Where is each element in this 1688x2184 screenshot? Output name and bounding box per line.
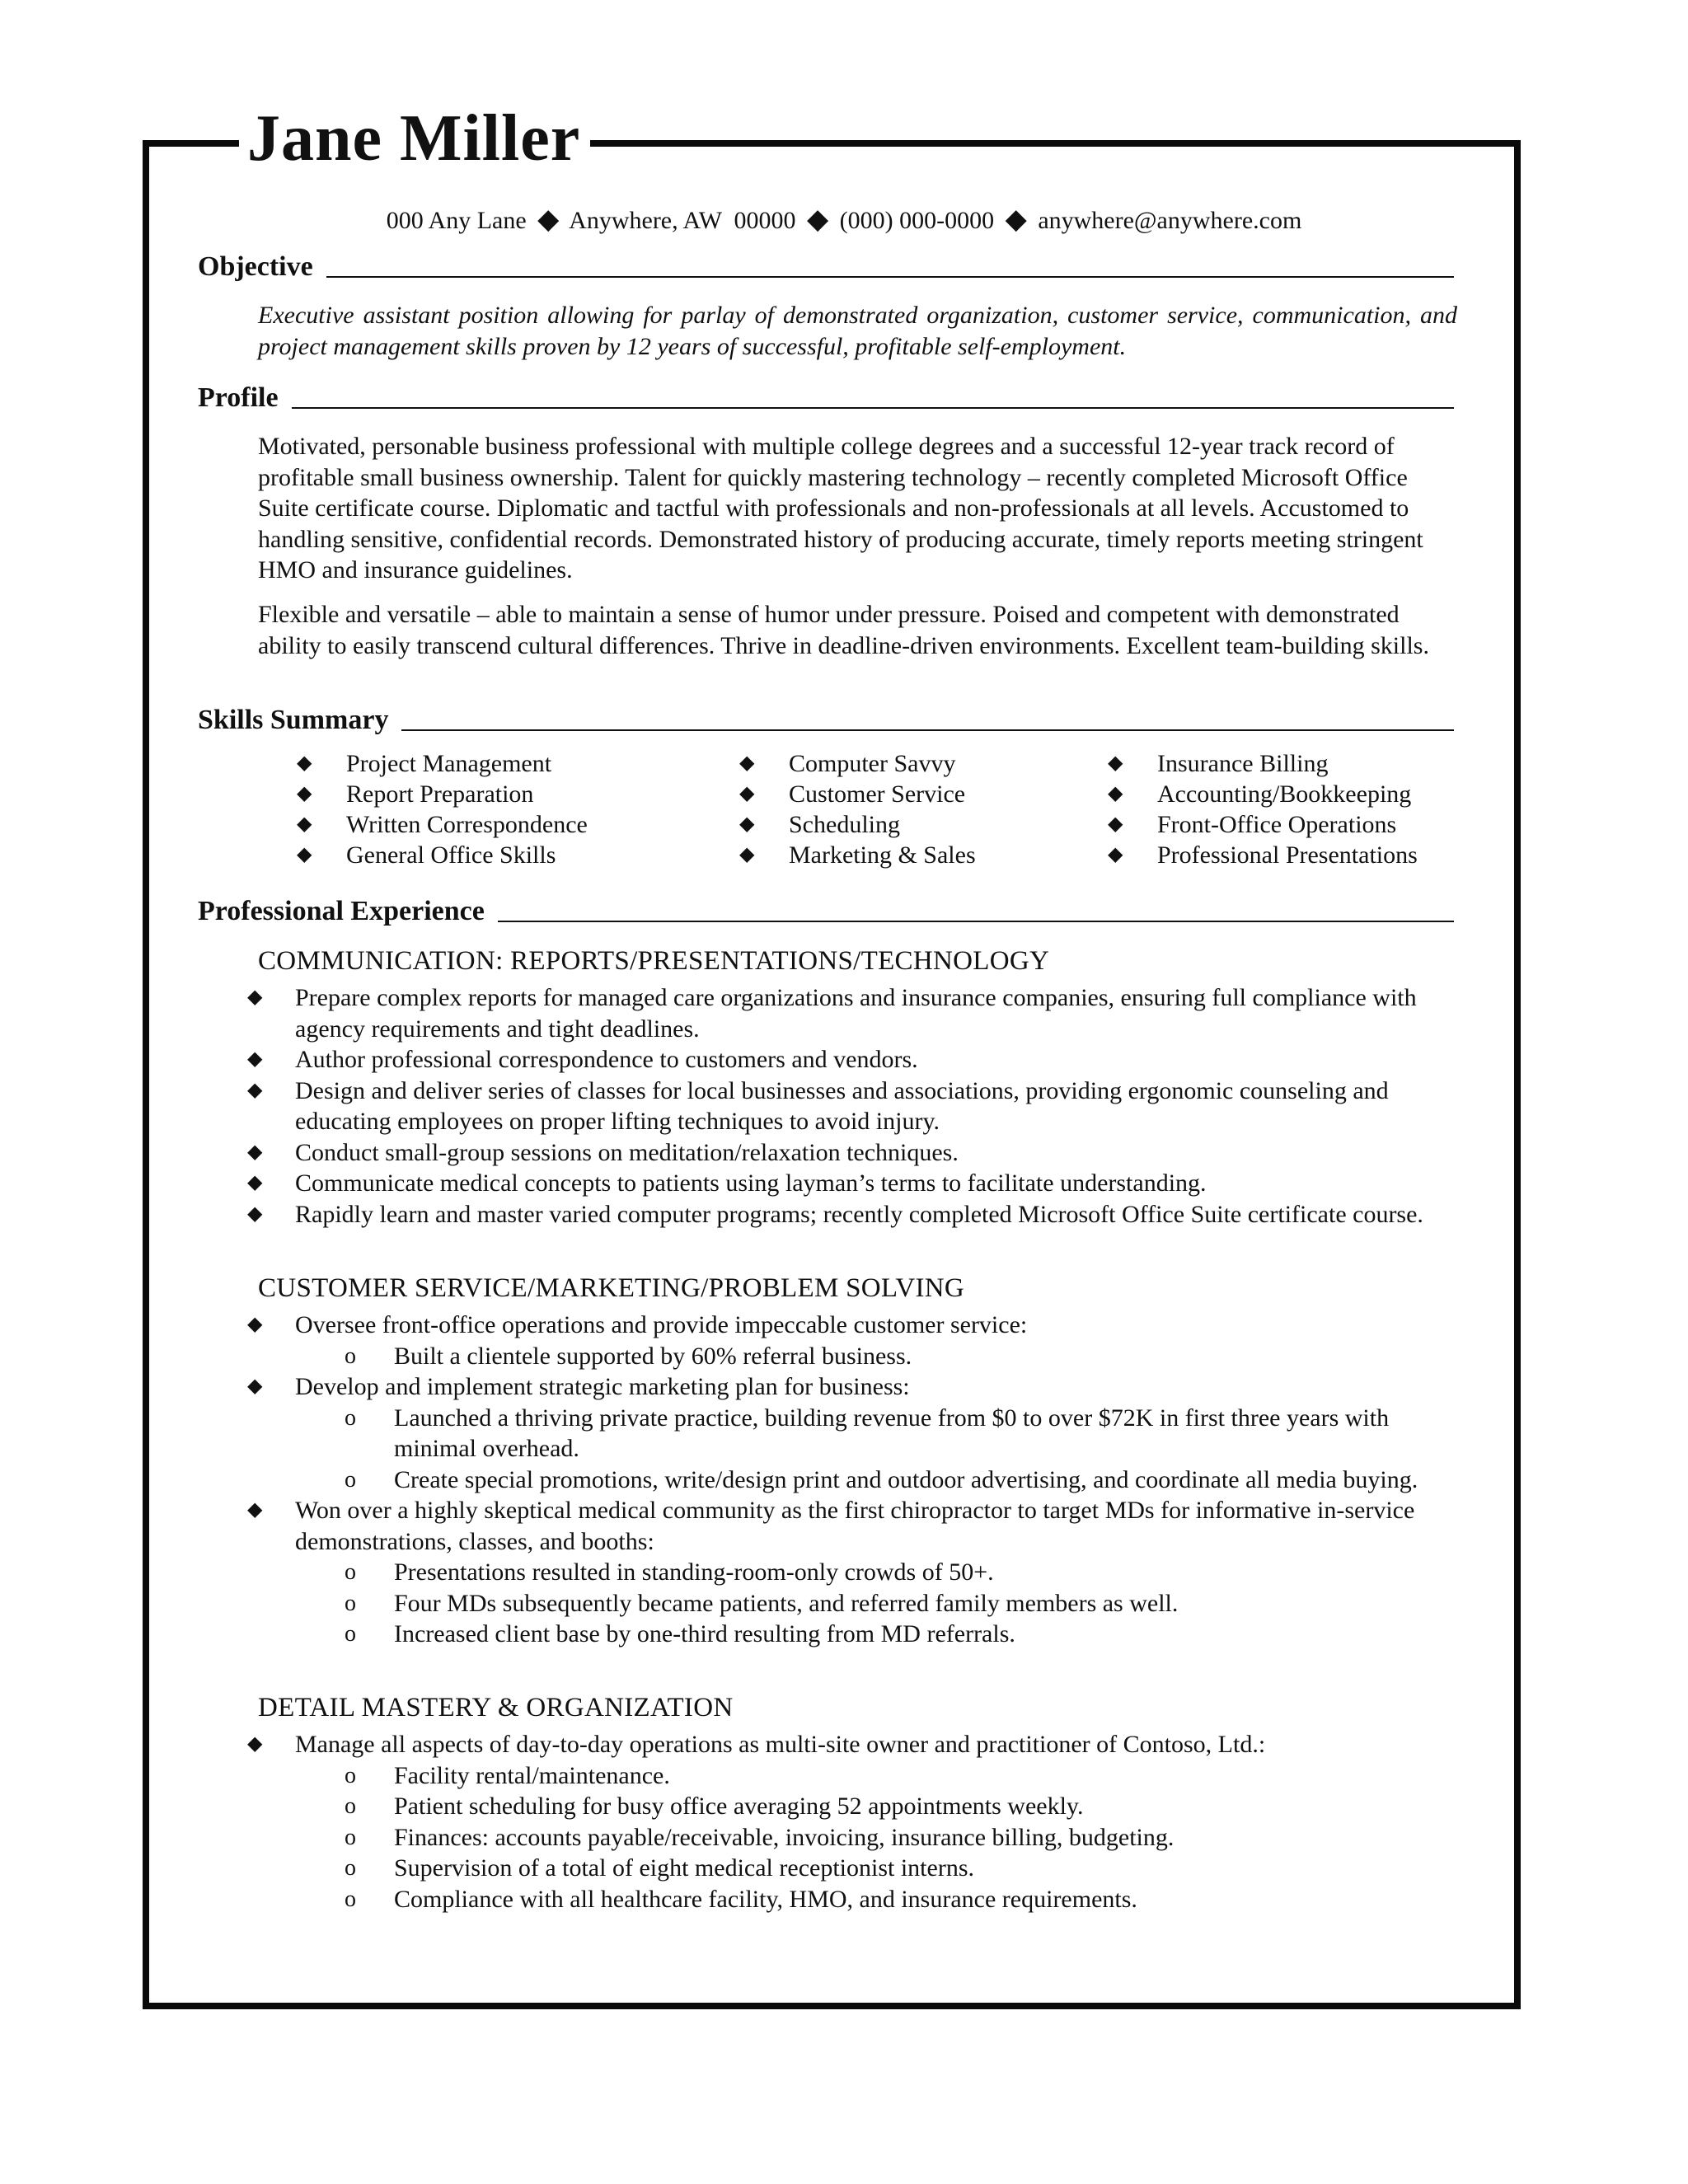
- skill-item: ◆ Report Preparation: [297, 780, 534, 808]
- sub-list-item: o Four MDs subsequently became patients, and referred family members as well.: [295, 1588, 1459, 1619]
- circle-bullet-icon: o: [345, 1404, 356, 1431]
- objective-text: Executive assistant position allowing for parlay of demonstrated organization, customer service, communication, and project management skills proven by 12 years of successful, profitable self-employment.: [258, 302, 1457, 360]
- resume-name: Jane Miller: [239, 97, 590, 180]
- diamond-bullet-icon: ◆: [297, 752, 312, 774]
- profile-paragraph: Flexible and versatile – able to maintain a sense of humor under pressure. Poised and competent with demonstrated ability to easily transcend cultural differences. Thrive in deadline-driven environments. Excellent team-building skills.: [258, 601, 1429, 659]
- diamond-bullet-icon: ◆: [247, 1202, 263, 1225]
- heading-rule: [292, 407, 1454, 409]
- skill-item: ◆ Scheduling: [739, 811, 900, 838]
- list-item: ◆ Prepare complex reports for managed care organizations and insurance companies, ensuring full compliance with agency requirements and tight deadlines.: [247, 984, 1417, 1043]
- skill-item: ◆ Written Correspondence: [297, 811, 588, 838]
- sub-list-item: o Launched a thriving private practice, building revenue from $0 to over $72K in first three years with minimal overhead.: [345, 1404, 1390, 1462]
- diamond-bullet-icon: ◆: [297, 813, 312, 835]
- sub-list: [295, 1760, 1459, 1915]
- diamond-bullet-icon: ◆: [247, 1499, 263, 1521]
- skill-item: ◆ Computer Savvy: [739, 750, 956, 777]
- diamond-separator-icon: ◆: [537, 204, 560, 235]
- contact-line: [0, 203, 1688, 238]
- list-item: ◆ Manage all aspects of day-to-day operations as multi-site owner and practitioner of Contoso, Ltd.: o Facility rental/maintenance. o Patient scheduling for busy office averaging 52 appointments weekly. o Finances: accounts payable/receivable, invoicing, insurance billing, budgeting. o Supervision of a total of eight medical receptionist interns. o Compliance with all healthcare facility, HMO, and insurance requirements.: [247, 1729, 1459, 1915]
- sub-list: [295, 1341, 1459, 1372]
- sub-list: [295, 1557, 1459, 1650]
- list-item: ◆ Won over a highly skeptical medical community as the first chiropractor to target MDs for informative in-service demonstrations, classes, and booths: o Presentations resulted in standing-room-only crowds of 50+. o Four MDs subsequently became patients, and referred family members as well. o Increased client base by one-third resulting from MD referrals.: [247, 1495, 1459, 1650]
- diamond-bullet-icon: ◆: [297, 783, 312, 804]
- skills-grid: [297, 748, 1467, 870]
- circle-bullet-icon: o: [345, 1590, 356, 1616]
- experience-list: [247, 1310, 1459, 1650]
- contact-phone: (000) 000-0000: [839, 207, 995, 234]
- skills-column: [297, 748, 739, 870]
- experience-list: [247, 982, 1459, 1230]
- sub-list: [295, 1403, 1459, 1496]
- list-item: ◆ Oversee front-office operations and provide impeccable customer service: o Built a clientele supported by 60% referral business.: [247, 1310, 1459, 1371]
- skill-item: ◆ Project Management: [297, 750, 552, 777]
- diamond-bullet-icon: ◆: [739, 813, 755, 835]
- circle-bullet-icon: o: [345, 1621, 356, 1647]
- skill-item: ◆ Accounting/Bookkeeping: [1108, 780, 1412, 808]
- list-item: ◆ Design and deliver series of classes for local businesses and associations, providing ergonomic counseling and educating employees on proper lifting techniques to avoid injury.: [247, 1076, 1389, 1135]
- list-item: ◆ Author professional correspondence to customers and vendors.: [247, 1044, 1459, 1076]
- list-item: ◆ Conduct small-group sessions on meditation/relaxation techniques.: [247, 1137, 1459, 1169]
- sub-list-item: o Built a clientele supported by 60% referral business.: [295, 1341, 1459, 1372]
- objective-heading-text: Objective: [198, 251, 313, 282]
- diamond-bullet-icon: ◆: [247, 1376, 263, 1397]
- sub-list-item: o Patient scheduling for busy office averaging 52 appointments weekly.: [295, 1791, 1459, 1822]
- list-item: ◆ Communicate medical concepts to patients using layman’s terms to facilitate understanding.: [247, 1168, 1459, 1199]
- heading-rule: [326, 276, 1454, 278]
- circle-bullet-icon: o: [345, 1855, 356, 1881]
- contact-city: Anywhere, AW 00000: [569, 207, 796, 234]
- diamond-bullet-icon: ◆: [247, 1314, 263, 1335]
- circle-bullet-icon: o: [345, 1793, 356, 1819]
- diamond-bullet-icon: ◆: [1108, 752, 1123, 774]
- circle-bullet-icon: o: [345, 1559, 356, 1585]
- experience-heading-text: Professional Experience: [198, 896, 485, 926]
- profile-heading-text: Profile: [198, 382, 279, 413]
- circle-bullet-icon: o: [345, 1762, 356, 1788]
- heading-rule: [498, 921, 1454, 922]
- diamond-bullet-icon: ◆: [739, 752, 755, 774]
- sub-list-item: o Compliance with all healthcare facility, HMO, and insurance requirements.: [295, 1884, 1459, 1915]
- diamond-bullet-icon: ◆: [247, 1172, 263, 1193]
- sub-list-item: o Presentations resulted in standing-room-only crowds of 50+.: [295, 1557, 1459, 1588]
- diamond-bullet-icon: ◆: [247, 1048, 263, 1070]
- skills-heading: [198, 702, 1454, 738]
- experience-list: [247, 1729, 1459, 1915]
- skills-column: [739, 748, 1108, 870]
- profile-heading: [198, 380, 1454, 416]
- diamond-separator-icon: ◆: [807, 204, 829, 235]
- skill-item: ◆ Marketing & Sales: [739, 841, 976, 869]
- circle-bullet-icon: o: [345, 1466, 356, 1493]
- diamond-bullet-icon: ◆: [1108, 844, 1123, 865]
- list-item: ◆ Develop and implement strategic marketing plan for business: o Launched a thriving private practice, building revenue from $0 to over $72K in first three years with minimal overhead. o Create special promotions, write/design print and outdoor advertising, and coordinate all media buying.: [247, 1371, 1459, 1495]
- diamond-bullet-icon: ◆: [247, 1733, 263, 1755]
- skill-item: ◆ Customer Service: [739, 780, 966, 808]
- diamond-bullet-icon: ◆: [739, 783, 755, 804]
- contact-email: anywhere@anywhere.com: [1038, 207, 1302, 234]
- skill-item: ◆ Front-Office Operations: [1108, 811, 1397, 838]
- experience-subheading: COMMUNICATION: REPORTS/PRESENTATIONS/TECHNOLOGY: [258, 946, 1050, 976]
- sub-list-item: o Create special promotions, write/design print and outdoor advertising, and coordinate all media buying.: [295, 1465, 1459, 1496]
- experience-subheading: CUSTOMER SERVICE/MARKETING/PROBLEM SOLVING: [258, 1273, 965, 1303]
- diamond-bullet-icon: ◆: [247, 1079, 263, 1101]
- skill-item: ◆ Insurance Billing: [1108, 750, 1329, 777]
- sub-list-item: o Finances: accounts payable/receivable, invoicing, insurance billing, budgeting.: [295, 1822, 1459, 1854]
- diamond-bullet-icon: ◆: [247, 987, 263, 1008]
- experience-subheading: DETAIL MASTERY & ORGANIZATION: [258, 1693, 734, 1722]
- objective-heading: [198, 249, 1454, 285]
- diamond-bullet-icon: ◆: [739, 844, 755, 865]
- diamond-bullet-icon: ◆: [1108, 783, 1123, 804]
- sub-list-item: o Supervision of a total of eight medical receptionist interns.: [295, 1853, 1459, 1884]
- experience-heading: [198, 893, 1454, 930]
- heading-rule: [401, 729, 1454, 731]
- skills-column: [1108, 748, 1467, 870]
- contact-address: 000 Any Lane: [386, 207, 527, 234]
- diamond-bullet-icon: ◆: [247, 1141, 263, 1163]
- circle-bullet-icon: o: [345, 1886, 356, 1912]
- skills-heading-text: Skills Summary: [198, 705, 389, 735]
- sub-list-item: o Increased client base by one-third resulting from MD referrals.: [295, 1619, 1459, 1650]
- diamond-separator-icon: ◆: [1005, 204, 1027, 235]
- sub-list-item: o Facility rental/maintenance.: [295, 1760, 1459, 1792]
- skill-item: ◆ Professional Presentations: [1108, 841, 1418, 869]
- diamond-bullet-icon: ◆: [1108, 813, 1123, 835]
- skill-item: ◆ General Office Skills: [297, 841, 556, 869]
- circle-bullet-icon: o: [345, 1824, 356, 1850]
- list-item: ◆ Rapidly learn and master varied computer programs; recently completed Microsoft Office Suite certificate course.: [247, 1199, 1459, 1230]
- circle-bullet-icon: o: [345, 1343, 356, 1369]
- diamond-bullet-icon: ◆: [297, 844, 312, 865]
- profile-paragraph: Motivated, personable business professional with multiple college degrees and a successful 12-year track record of profitable small business ownership. Talent for quickly mastering technology – recently completed Microsoft Office Suite certificate course. Diplomatic and tactful with professionals and non-professionals at all levels. Accustomed to handling sensitive, confidential records. Demonstrated history of producing accurate, timely reports meeting stringent HMO and insurance guidelines.: [258, 433, 1423, 583]
